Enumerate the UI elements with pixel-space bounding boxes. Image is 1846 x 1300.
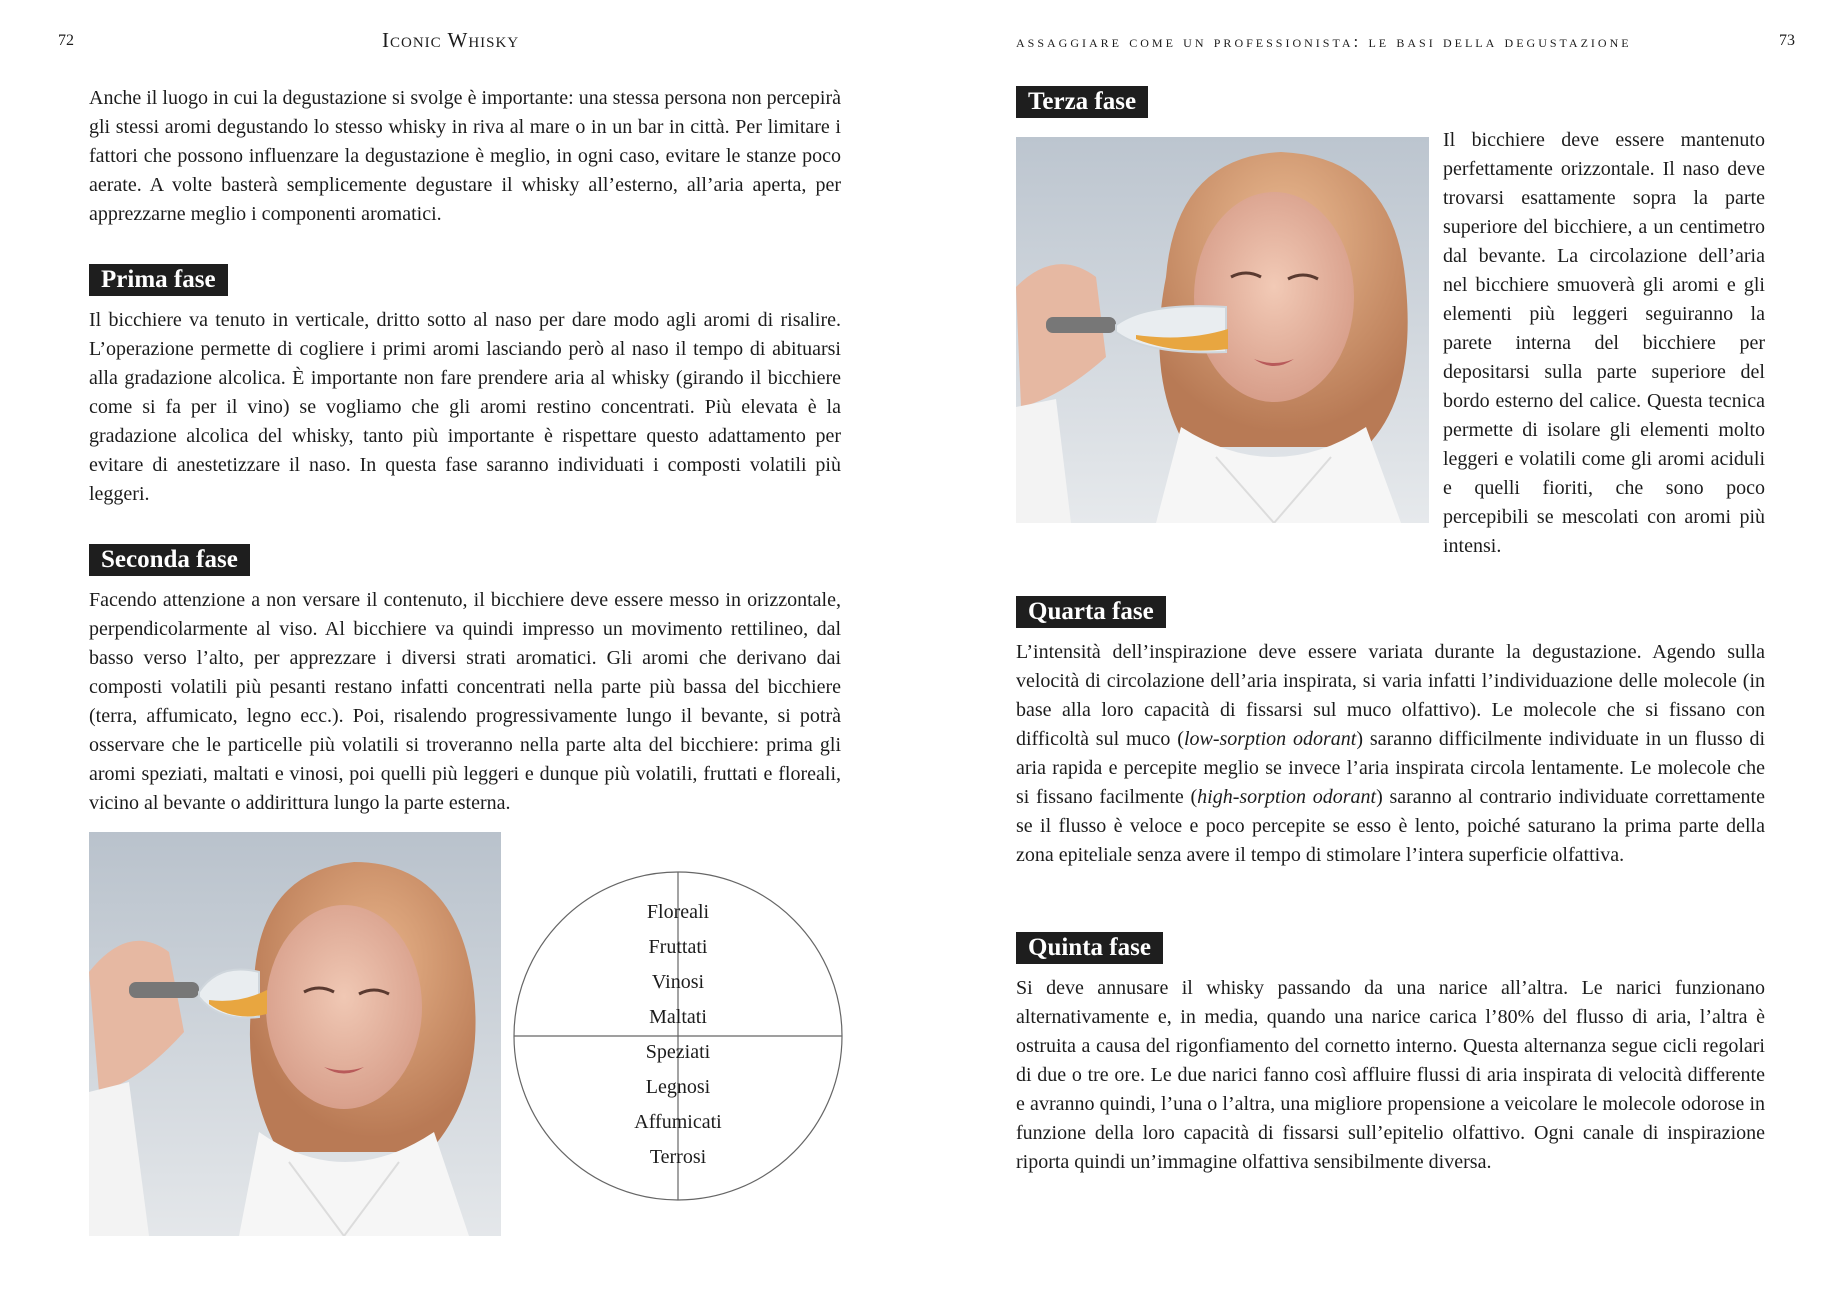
illustration-terza-fase	[1016, 137, 1429, 523]
running-head-left: Iconic Whisky	[382, 28, 520, 52]
quinta-fase-paragraph: Si deve annusare il whisky passando da una narice all’altra. Le narici funzionano alternativamente e, in media, quando una narice carica l’80% del flusso di aria, l’altra è ostruita a causa del rigonfiamento del cornetto interno. Questa alternanza segue cicli regolari di due o tre ore. Le due narici fanno così affluire flussi di aria inspirata di velocità differente e avranno quindi, l’una o l’altra, una migliore propensione a veicolare le molecole odorose in funzione della loro capacità di fissarsi sull’epitelio olfattivo. Ogni canale di inspirazione riporta quindi un’immagine olfattiva sensibilmente diversa.	[1016, 977, 1765, 1173]
heading-quarta-fase: Quarta fase	[1016, 596, 1166, 628]
aroma-label-terrosi: Terrosi	[649, 1146, 707, 1168]
aroma-label-affumicati: Affumicati	[634, 1111, 722, 1133]
quarta-fase-paragraph	[1016, 638, 1765, 870]
term-high-sorption: high-sorption odorant	[1197, 786, 1377, 808]
aroma-label-legnosi: Legnosi	[645, 1076, 711, 1098]
quarta-text-part-2: ) saranno difficilmente individuate in un flusso di aria rapida e percepite meglio se invece l’aria inspirata circola lentamente. Le molecole che si fissano facilmente (	[1016, 728, 1766, 808]
aroma-label-speziati: Speziati	[645, 1041, 711, 1063]
quarta-text-part-1: L’intensità dell’inspirazione deve essere variata durante la degustazione. Agendo sulla velocità di circolazione dell’aria inspirata, si varia infatti l’individuazione delle molecole (in base alla loro capacità di fissarsi sul muco olfattivo). Le molecole che si fissano con difficoltà sul muco (	[1016, 641, 1765, 750]
aroma-label-fruttati: Fruttati	[648, 936, 708, 958]
prima-fase-paragraph: Il bicchiere va tenuto in verticale, dritto sotto al naso per dare modo agli aromi di risalire. L’operazione permette di cogliere i primi aromi lasciando però al naso il tempo di abituarsi alla gradazione alcolica. È importante non fare prendere aria al whisky (girando il bicchiere come si fa per il vino) se vogliamo che gli aromi restino concentrati. Più elevata è la gradazione alcolica del whisky, tanto più importante è rispettare questo adattamento per evitare di anestetizzare il naso. In questa fase saranno individuati i composti volatili più leggeri.	[89, 309, 841, 505]
illustration-seconda-fase	[89, 832, 501, 1236]
aroma-wheel	[512, 870, 844, 1202]
aroma-label-vinosi: Vinosi	[651, 971, 705, 993]
running-head-right: assaggiare come un professionista: le basi della degustazione	[1016, 32, 1632, 51]
heading-prima-fase: Prima fase	[89, 264, 228, 296]
seconda-fase-paragraph: Facendo attenzione a non versare il contenuto, il bicchiere deve essere messo in orizzontale, perpendicolarmente al viso. Al bicchiere va quindi impresso un movimento rettilineo, dal basso verso l’alto, per apprezzare i diversi strati aromatici. Gli aromi che derivano dai composti volatili più pesanti restano infatti concentrati nella parte più bassa del bicchiere (terra, affumicato, legno ecc.). Poi, risalendo progressivamente lungo il bevante, si potrà osservare che le particelle più volatili si troveranno nella parte alta del bicchiere: prima gli aromi speziati, maltati e vinosi, poi quelli più leggeri e dunque più volatili, fruttati e floreali, vicino al bevante o addirittura lungo la parte esterna.	[89, 589, 841, 814]
quarta-text-part-3: ) saranno al contrario individuate correttamente se il flusso è veloce e poco percepite se esso è lento, poiché saturano la prima parte della zona epiteliale senza avere il tempo di stimolare l’intera superficie olfattiva.	[1016, 786, 1765, 866]
term-low-sorption: low-sorption odorant	[1183, 728, 1357, 750]
heading-terza-fase: Terza fase	[1016, 86, 1148, 118]
page-number-left: 72	[58, 32, 74, 49]
intro-paragraph: Anche il luogo in cui la degustazione si svolge è importante: una stessa persona non percepirà gli stessi aromi degustando lo stesso whisky in riva al mare o in un bar in città. Per limitare i fattori che possono influenzare la degustazione è meglio, in ogni caso, evitare le stanze poco aerate. A volte basterà semplicemente degustare il whisky all’esterno, all’aria aperta, per apprezzarne meglio i componenti aromatici.	[89, 87, 841, 225]
aroma-label-maltati: Maltati	[649, 1006, 707, 1028]
terza-fase-paragraph: Il bicchiere deve essere mantenuto perfettamente orizzontale. Il naso deve trovarsi esattamente sopra la parte superiore del bicchiere, a un centimetro dal bevante. La circolazione dell’aria nel bicchiere smuoverà gli aromi e gli elementi più leggeri seguiranno la parete interna del bicchiere per depositarsi sulla parte superiore del bordo esterno del calice. Questa tecnica permette di isolare gli elementi molto leggeri e volatili come gli aromi aciduli e quelli fioriti, che sono poco percepibili se mescolati con aromi più intensi.	[1443, 129, 1765, 557]
heading-quinta-fase: Quinta fase	[1016, 932, 1163, 964]
right-page	[923, 0, 1846, 1300]
aroma-label-floreali: Floreali	[646, 901, 710, 923]
heading-seconda-fase: Seconda fase	[89, 544, 250, 576]
page-number-right: 73	[1779, 32, 1795, 49]
